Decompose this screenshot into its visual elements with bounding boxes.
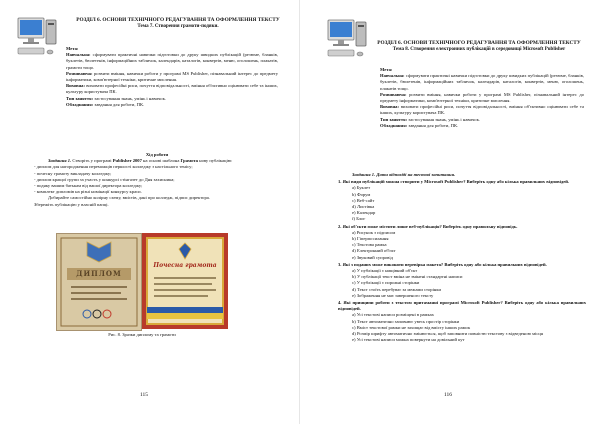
computer-icon (16, 14, 58, 60)
answer-option[interactable]: d) Розмір шрифту автоматично змінюється, щоб заповнити повністю текстову з відведеною місця (352, 331, 543, 337)
answer-option[interactable]: b) Текст автоматично заповнює увесь простір сторінки (352, 318, 460, 324)
answer-options (338, 268, 586, 299)
question-text: 1. Які види публікацій можна створити у Microsoft Publisher? Виберіть одну або кілька правильних відповідей. (338, 179, 570, 185)
answer-option[interactable]: e) Календар (352, 210, 376, 216)
question-text: 3. Які з поданих може виконати перевірка макета? Виберіть одну або кілька правильних відповідей. (338, 261, 547, 267)
topic-title: Тема 7. Створення грамоти-подяки. (137, 23, 219, 29)
task-heading: Завдання 1. Дати відповіді на тестові запитання. (352, 172, 456, 177)
tests-block (338, 172, 586, 343)
answer-option[interactable]: d) Текст стоїть перебуває за межами сторінки (352, 286, 442, 292)
certificate-image (142, 233, 228, 329)
answer-option[interactable]: a) Рисунок з підписом (352, 229, 396, 235)
figure-caption: Рис. 8. Зразки диплому та грамоти (108, 332, 176, 337)
right-page (300, 0, 600, 424)
answer-option[interactable]: b) Гіперпосилання (352, 236, 389, 242)
answer-options (338, 185, 586, 222)
task-item: - почесну грамоту викладачу колледжу; (34, 171, 280, 177)
diploma-word: ДИПЛОМ (76, 269, 122, 278)
answer-option[interactable]: c) Текстова рамка (352, 242, 387, 248)
answer-option[interactable]: a) У публікації є нищівний об'єкт (352, 268, 418, 274)
answer-option[interactable]: c) Веб-сайт (352, 197, 375, 203)
answer-option[interactable]: d) Листівка (352, 204, 375, 210)
task-block: Хід роботи Завдання 1. Створіть у програмі Publisher 2007 на основі шаблона Грамота нову публікацію: - диплом для нагородження переможців першості колледжу з настільного тенісу; - почесну грамоту викладачу колледжу; - диплом кращої групи за участь у конкурсі стінгазет до Дня захисника; - подяку вашим батькам від вашої директора колледжу; - комплект дипломів на різні номінації конкурсу краси. Добирайте самостійно колірну схему, вмістів, дані про колледж, підпис директора. Збережіть публікацію у власній папці. (34, 152, 280, 208)
answer-option[interactable]: b) Форум (352, 191, 371, 197)
answer-options (338, 230, 586, 261)
question-text: 4. Які принципи роботи з текстом притаманні програмі Microsoft Publisher? Виберіть одну або кілька правильних відповідей. (338, 300, 586, 312)
computer-icon (326, 16, 368, 62)
section-title: РОЗДІЛ 6. ОСНОВИ ТЕХНІЧНОГО РЕДАГУВАННЯ ТА ОФОРМЛЕННЯ ТЕКСТУ Тема 8. Створення електронних публікацій в середовищі Microsoft Publisher (372, 40, 586, 54)
task-item: - диплом для нагородження переможців першості колледжу з настільного тенісу; (34, 164, 280, 170)
answer-option[interactable]: a) Буклет (352, 185, 371, 191)
page-number: 115 (140, 392, 149, 398)
task-item: - подяку вашим батькам від вашої директора колледжу; (34, 183, 280, 189)
certificate-word: Почесна грамота (153, 262, 217, 269)
answer-option[interactable]: d) Електронний об'єкт (352, 248, 396, 254)
answer-option[interactable]: e) Зображення не має завершеного тексту (352, 292, 434, 298)
section-title: РОЗДІЛ 6. ОСНОВИ ТЕХНІЧНОГО РЕДАГУВАННЯ ТА ОФОРМЛЕННЯ ТЕКСТУ Тема 7. Створення грамоти-подяки. (70, 17, 286, 31)
answer-option[interactable]: f) Блог (352, 216, 366, 222)
answer-option[interactable]: c) Вміст текстової рамки не захищає від вмісту інших рамок (352, 324, 471, 330)
task-item: - комплект дипломів на різні номінації конкурсу краси. (34, 189, 280, 195)
answer-option[interactable]: a) Усі текстові написи розміщені в рамках (352, 312, 434, 318)
task-item: - диплом кращої групи за участь у конкурсі стінгазет до Дня захисника; (34, 177, 280, 183)
answer-option[interactable]: c) У публікації є порожні сторінки (352, 280, 420, 286)
topic-title: Тема 8. Створення електронних публікацій в середовищі Microsoft Publisher (392, 46, 566, 52)
page-number: 116 (444, 392, 453, 398)
answer-option[interactable]: b) У публікації текст вміна не змінені стандартні написи (352, 274, 463, 280)
answer-options (338, 312, 586, 343)
answer-option[interactable]: e) Звуковий супровід (352, 254, 393, 260)
task-items-list (34, 164, 280, 195)
goals-block: Мета: Навчальна: сформувати практичні навички підготовки до друку швидких публікацій (резюме, бланків, буклетів, бюлетенів, інформаційних табличок, календарів, каталогів, конвертів, меню, оголошень, плакатів тощо. Розвиваюча: розвити вміння, навички роботи у програмі MS Publisher, пізнавальний інтерес до предмету інформатики, комп'ютерної техніки, критичне мислення. Виховна: виховати професійні риси, почуття відповідальності, вміння об'єктивно оцінювати себе та інших, культуру користувача ПК. Тип заняття: застосування знань, умінь і навичок. Обладнання: завдання для роботи, ПК. (380, 67, 584, 128)
progress-heading: Хід роботи (145, 152, 169, 157)
question-text: 2. Які об'єкти може містити лише веб-публікація? Виберіть одну правильну відповідь. (338, 223, 518, 229)
answer-option[interactable]: e) Усі текстові написи можна повернути на довільний кут (352, 337, 465, 343)
goals-block: Мета: Навчальна: сформувати практичні навички підготовки до друку швидких публікацій (резюме, бланків, буклетів, бюлетенів, інформаційних табличок, календарів, каталогів, конвертів, меню, оголошень, плакатів, грамоти тощо. Розвиваюча: розвити вміння, навички роботи у програмі MS Publisher, пізнавальний інтерес до предмету інформатики, комп'ютерної техніки, критичне мислення. Виховна: виховати професійні риси, почуття відповідальності, вміння об'єктивно оцінювати себе та інших, культуру користувача ПК. Тип заняття: застосування знань, умінь і навичок. Обладнання: завдання для роботи, ПК. (66, 46, 278, 107)
questions-list (338, 179, 586, 343)
diploma-image (56, 233, 142, 331)
